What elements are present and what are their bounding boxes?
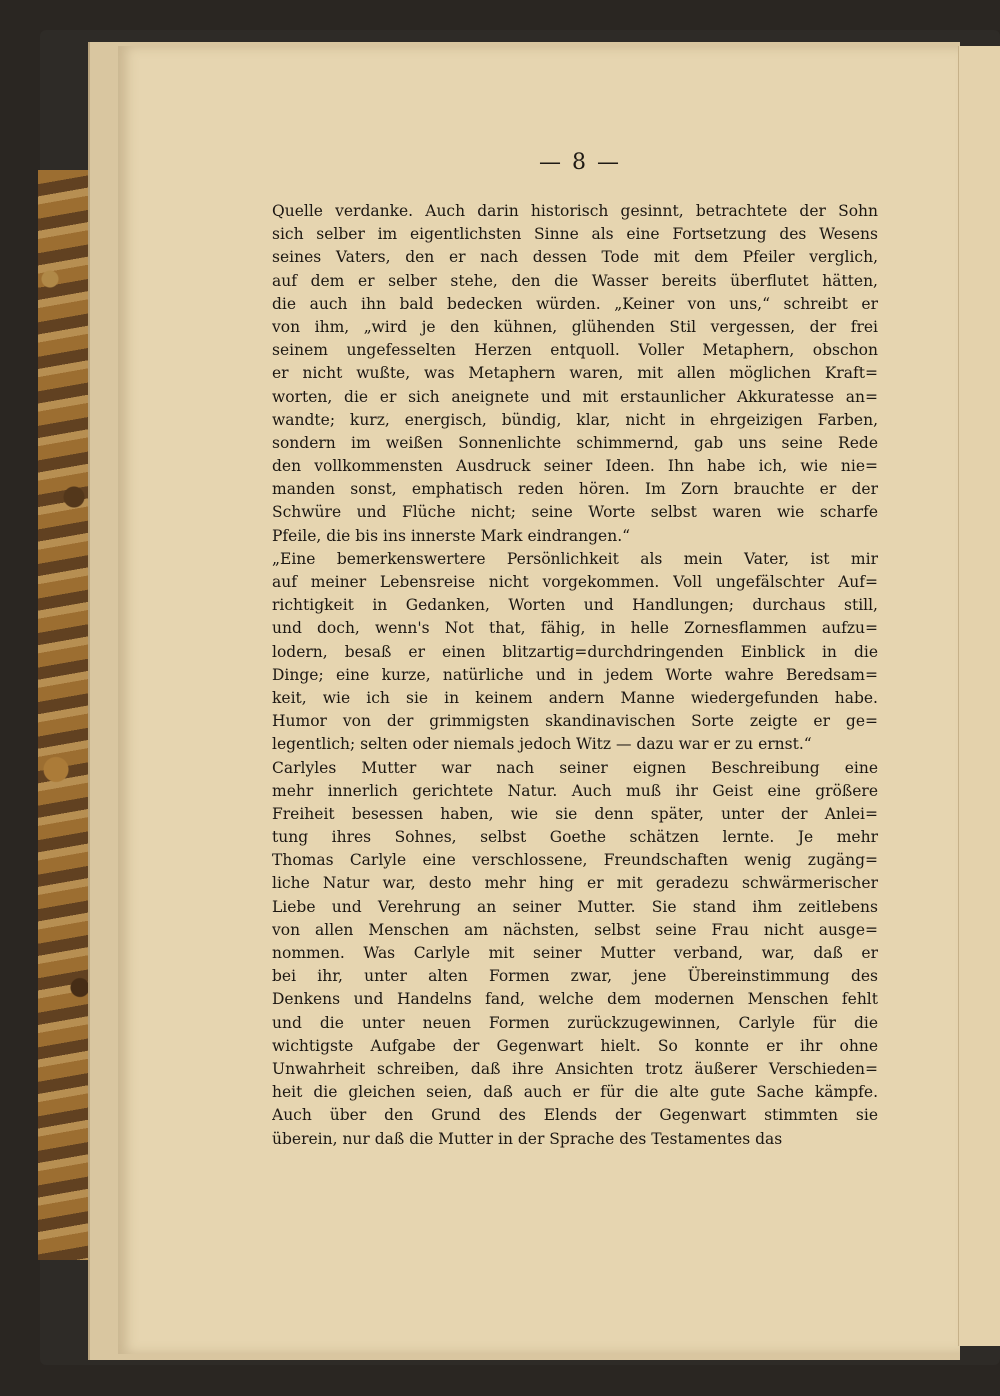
- text-line: liche Natur war, desto mehr hing er mit geradezu schwärmerischer: [272, 874, 878, 893]
- text-line: Auch über den Grund des Elends der Gegenwart stimmten sie: [272, 1106, 878, 1125]
- facing-page-edge: [958, 46, 1000, 1346]
- text-line: auf dem er selber stehe, den die Wasser bereits überflutet hätten,: [272, 271, 878, 290]
- text-line: seines Vaters, den er nach dessen Tode mit dem Pfeiler verglich,: [272, 248, 878, 267]
- text-line: Liebe und Verehrung an seiner Mutter. Sie stand ihm zeitlebens: [272, 897, 878, 916]
- page-text: [272, 200, 878, 1151]
- text-line: Carlyles Mutter war nach seiner eignen Beschreibung eine: [272, 758, 878, 777]
- text-line: überein, nur daß die Mutter in der Sprache des Testamentes das: [272, 1129, 783, 1148]
- text-line: wichtigste Aufgabe der Gegenwart hielt. So konnte er ihr ohne: [272, 1036, 878, 1055]
- text-line: Dinge; eine kurze, natürliche und in jedem Worte wahre Beredsam=: [272, 665, 878, 684]
- text-line: worten, die er sich aneignete und mit erstaunlicher Akkuratesse an=: [272, 387, 878, 406]
- text-line: die auch ihn bald bedecken würden. „Keiner von uns,“ schreibt er: [272, 294, 878, 313]
- text-line: Humor von der grimmigsten skandinavischen Sorte zeigte er ge=: [272, 712, 878, 731]
- text-line: Quelle verdanke. Auch darin historisch gesinnt, betrachtete der Sohn: [272, 202, 878, 220]
- text-line: Pfeile, die bis ins innerste Mark eindrangen.“: [272, 526, 631, 545]
- text-line: sich selber im eigentlichsten Sinne als eine Fortsetzung des Wesens: [272, 225, 878, 244]
- text-line: von allen Menschen am nächsten, selbst seine Frau nicht ausge=: [272, 920, 878, 939]
- text-line: auf meiner Lebensreise nicht vorgekommen. Voll ungefälschter Auf=: [272, 573, 878, 591]
- text-line: den vollkommensten Ausdruck seiner Ideen. Ihn habe ich, wie nie=: [272, 457, 878, 476]
- text-line: Thomas Carlyle eine verschlossene, Freundschaften wenig zugäng=: [272, 851, 878, 870]
- text-line: von ihm, „wird je den kühnen, glühenden Stil vergessen, der frei: [272, 317, 878, 336]
- text-line: mehr innerlich gerichtete Natur. Auch muß ihr Geist eine größere: [272, 781, 878, 800]
- text-line: Denkens und Handelns fand, welche dem modernen Menschen fehlt: [272, 990, 878, 1009]
- text-line: lodern, besaß er einen blitzartig=durchdringenden Einblick in die: [272, 642, 878, 661]
- text-line: bei ihr, unter alten Formen zwar, jene Übereinstimmung des: [272, 967, 878, 986]
- text-line: manden sonst, emphatisch reden hören. Im Zorn brauchte er der: [272, 480, 878, 499]
- text-line: seinem ungefesselten Herzen entquoll. Voller Metaphern, obschon: [272, 341, 878, 360]
- text-line: legentlich; selten oder niemals jedoch Witz — dazu war er zu ernst.“: [272, 735, 812, 754]
- text-line: keit, wie ich sie in keinem andern Manne wiedergefunden habe.: [272, 688, 878, 707]
- text-line: Unwahrheit schreiben, daß ihre Ansichten trotz äußerer Verschieden=: [272, 1059, 878, 1078]
- text-line: „Eine bemerkenswertere Persönlichkeit als mein Vater, ist mir: [272, 549, 878, 568]
- text-line: heit die gleichen seien, daß auch er für die alte gute Sache kämpfe.: [272, 1083, 878, 1102]
- page-number: — 8 —: [539, 150, 621, 175]
- text-line: und doch, wenn's Not that, fähig, in helle Zornesflammen aufzu=: [272, 619, 878, 638]
- text-line: Schwüre und Flüche nicht; seine Worte selbst waren wie scharfe: [272, 503, 878, 522]
- text-line: und die unter neuen Formen zurückzugewinnen, Carlyle für die: [272, 1013, 878, 1032]
- text-line: Freiheit besessen haben, wie sie denn später, unter der Anlei=: [272, 804, 878, 823]
- text-line: tung ihres Sohnes, selbst Goethe schätzen lernte. Je mehr: [272, 828, 878, 847]
- text-line: richtigkeit in Gedanken, Worten und Handlungen; durchaus still,: [272, 596, 878, 615]
- text-line: er nicht wußte, was Metaphern waren, mit allen möglichen Kraft=: [272, 364, 878, 383]
- text-line: wandte; kurz, energisch, bündig, klar, nicht in ehrgeizigen Farben,: [272, 410, 878, 429]
- text-line: nommen. Was Carlyle mit seiner Mutter verband, war, daß er: [272, 944, 878, 962]
- text-line: sondern im weißen Sonnenlichte schimmernd, gab uns seine Rede: [272, 433, 878, 452]
